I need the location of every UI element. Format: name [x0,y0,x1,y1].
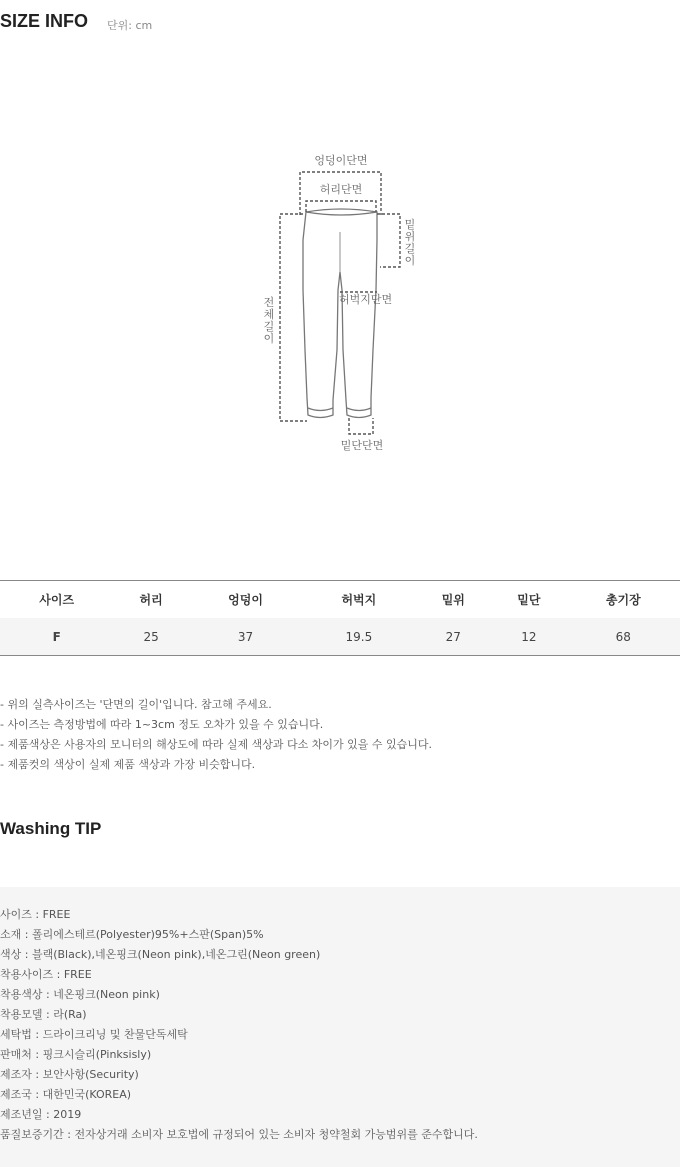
list-item: 품질보증기간 : 전자상거래 소비자 보호법에 규정되어 있는 소비자 청약철회 가능범위를 준수합니다. [0,1128,478,1141]
list-item: 제조국 : 대한민국(KOREA) [0,1088,132,1101]
size-table-cell: F [0,618,113,656]
hem-measure-line [349,418,373,434]
size-table-header-cell: 밑위 [416,581,492,619]
list-item: 색상 : 블랙(Black),네온핑크(Neon pink),네온그린(Neon green) [0,948,321,961]
unit-label: 단위: cm [107,19,153,32]
svg-text:전: 전 [263,296,275,309]
size-table-header-row [0,581,680,619]
size-info-title: SIZE INFO [0,11,89,31]
svg-text:이: 이 [404,254,416,267]
waist-label: 허리단면 [319,183,363,196]
size-table-header-cell: 허리 [113,581,189,619]
hip-label: 엉덩이단면 [314,154,368,167]
list-item: 착용모델 : 라(Ra) [0,1008,87,1021]
size-table-header-cell: 엉덩이 [189,581,302,619]
size-table [0,580,680,656]
note-line: - 제품컷의 색상이 실제 제품 색상과 가장 비슷합니다. [0,758,256,771]
svg-text:길: 길 [263,320,275,333]
list-item: 착용사이즈 : FREE [0,968,92,981]
note-line: - 제품색상은 사용자의 모니터의 해상도에 따라 실제 색상과 다소 차이가 있을 수 있습니다. [0,738,432,751]
svg-text:위: 위 [404,230,416,243]
svg-text:밑: 밑 [404,218,416,231]
pants-measurement-diagram [0,140,680,470]
size-table-body [0,618,680,656]
hem-label: 밑단단면 [340,439,384,452]
size-table-cell: 37 [189,618,302,656]
svg-text:길: 길 [404,242,416,255]
size-table-header-cell: 사이즈 [0,581,113,619]
size-table-cell: 19.5 [302,618,415,656]
size-table-cell: 12 [491,618,567,656]
list-item: 제조자 : 보안사항(Security) [0,1068,139,1081]
svg-text:이: 이 [263,332,275,345]
leggings-illustration [303,209,377,418]
washing-tip-title: Washing TIP [0,819,102,838]
rise-label [405,217,416,267]
total-length-label [264,295,275,345]
list-item: 제조년일 : 2019 [0,1108,82,1121]
svg-text:체: 체 [263,308,275,321]
size-table-header-cell: 허벅지 [302,581,415,619]
note-line: - 위의 실측사이즈는 '단면의 길이'입니다. 참고해 주세요. [0,698,272,711]
list-item: 착용색상 : 네온핑크(Neon pink) [0,988,160,1001]
list-item: 소재 : 폴리에스테르(Polyester)95%+스판(Span)5% [0,928,264,941]
rise-measure-line [377,214,400,267]
list-item: 판매처 : 핑크시슬리(Pinksisly) [0,1048,152,1061]
size-notes [0,695,432,775]
size-table-cell: 25 [113,618,189,656]
size-table-header-cell: 밑단 [491,581,567,619]
product-info-box [0,887,680,1167]
size-table-cell: 68 [567,618,680,656]
note-line: - 사이즈는 측정방법에 따라 1~3cm 정도 오차가 있을 수 있습니다. [0,718,324,731]
product-info-list [0,887,680,1145]
list-item: 사이즈 : FREE [0,908,71,921]
table-row [0,618,680,656]
size-table-header-cell: 총기장 [567,581,680,619]
thigh-label: 허벅지단면 [339,293,393,306]
list-item: 세탁법 : 드라이크리닝 및 찬물단독세탁 [0,1028,188,1041]
size-table-cell: 27 [416,618,492,656]
